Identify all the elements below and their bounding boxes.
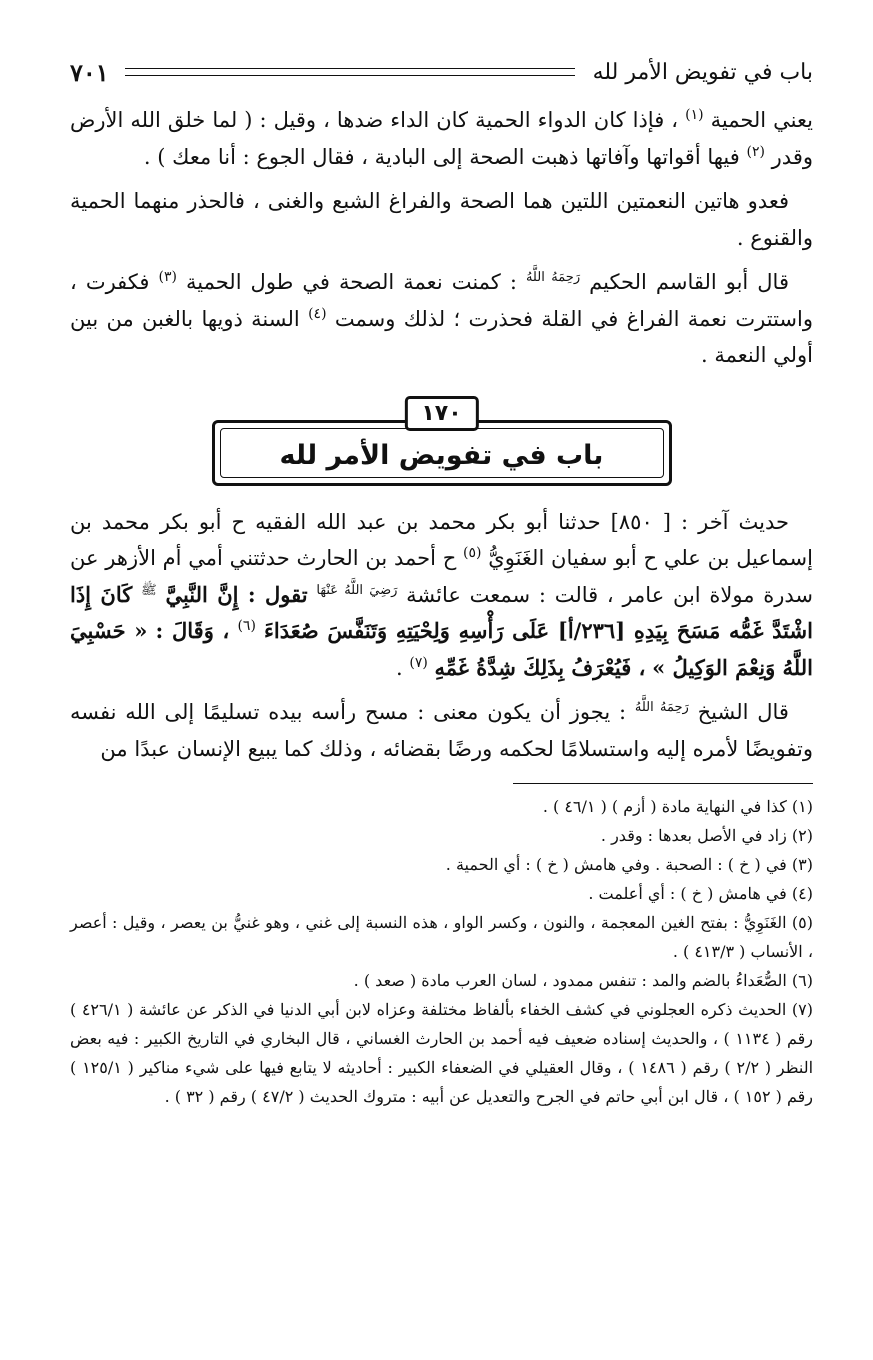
paragraph-abu-alqasim — [70, 264, 813, 374]
footnote-ref-7: (٧) — [409, 654, 428, 671]
text-segment: فيها أقواتها وآفاتها ذهبت الصحة إلى البادية ، فقال الجوع : أنا معك ) . — [143, 144, 740, 169]
text-segment: ، وَقَالَ : — [155, 618, 230, 643]
page-number: ٧٠١ — [70, 57, 109, 87]
footnote-1: (١) كذا في النهاية مادة ( أزم ) ( ٤٦/١ ) . — [542, 797, 813, 816]
honorific-glyph: رَحِمَهُ اللَّهُ — [525, 270, 581, 285]
footnote-ref-5: (٥) — [463, 545, 482, 561]
text-segment: ، فإذا كان الدواء الحمية كان الداء ضدها ، وقيل : ( لما خلق الله الأرض وقدر — [70, 108, 813, 169]
text-segment: : كمنت نعمة الصحة في طول الحمية — [186, 270, 517, 294]
paragraph-health — [70, 102, 813, 175]
text-segment: يعني الحمية — [710, 108, 813, 132]
footnote-ref-6: (٦) — [237, 618, 256, 634]
text-segment: . — [396, 655, 403, 680]
text-segment: فكفرت ، واستترت نعمة الفراغ في القلة فحذرت ؛ لذلك وسمت — [70, 270, 814, 331]
page-header — [70, 52, 813, 92]
chapter-number: ١٧٠ — [404, 396, 478, 431]
text-segment: حديث آخر : [ ٨٥٠] حدثنا أبو بكر محمد بن عبد الله الفقيه ح أبو بكر محمد بن إسماعيل بن علي ح أبو سفيان الغَنَوِيُّ — [70, 509, 813, 570]
footnote-5: (٥) الغَنَوِيُّ : بفتح الغين المعجمة ، والنون ، وكسر الواو ، هذه النسبة إلى غني ، وهو غنيُّ بن يعصر ، وقيل : أعصر ، الأنساب ( ٤١٣/٣ ) . — [70, 913, 813, 961]
paragraph-two-blessings: فعدو هاتين النعمتين اللتين هما الصحة والفراغ الشبع والغنى ، فالحذر منهما الحمية والقنوع . — [70, 189, 813, 250]
honorific-glyph: رَضِيَ اللَّهُ عَنْهَا — [316, 582, 398, 598]
text-segment: كَانَ إِذَا اشْتَدَّ غَمُّه مَسَحَ بِيَدِهِ [٢٣٦/أ] عَلَى رَأْسِهِ وَلِحْيَتِهِ وَتَنَفَّسَ صُعَدَاءَ — [70, 581, 813, 643]
header-double-rule — [125, 68, 575, 76]
footnote-2: (٢) زاد في الأصل بعدها : وقدر . — [600, 826, 813, 845]
honorific-glyph: رَحِمَهُ اللَّهُ — [634, 700, 689, 715]
footnote-ref-2: (٢) — [746, 143, 765, 160]
chapter-heading-box — [212, 396, 672, 486]
honorific-glyph: ﷺ — [140, 582, 157, 598]
paragraph-hadith — [70, 504, 813, 687]
running-title: باب في تفويض الأمر لله — [592, 59, 813, 85]
footnote-separator — [513, 783, 813, 784]
text-segment: : يجوز أن يكون معنى : مسح رأسه بيده تسليمًا إلى الله نفسه وتفويضًا لأمره إليه واستسلامًا لحكمه ورضًا بقضائه ، وذلك كما يبيع الإنسان عبدًا من — [70, 700, 813, 761]
footnote-ref-1: (١) — [685, 107, 704, 123]
footnote-4: (٤) في هامش ( خ ) : أي أعلمت . — [588, 884, 813, 903]
text-segment: ، فَيُعْرَفُ بِذَلِكَ شِدَّةُ غَمِّهِ — [434, 654, 646, 680]
text-segment: السنة ذويها بالغبن من بين أولي النعمة . — [70, 306, 813, 367]
footnote-3: (٣) في ( خ ) : الصحبة . وفي هامش ( خ ) : أي الحمية . — [445, 855, 813, 874]
footnote-ref-3: (٣) — [158, 269, 177, 285]
text-segment: تقول : إِنَّ النَّبِيَّ — [165, 581, 308, 607]
text-segment: ح أحمد بن الحارث حدثتني أمي أم الأزهر عن سدرة مولاة ابن عامر ، قالت : سمعت عائشة — [70, 546, 813, 607]
footnote-7: (٧) الحديث ذكره العجلوني في كشف الخفاء بألفاظ مختلفة وعزاه لابن أبي الدنيا في الذكر عن عائشة ( ٤٢٦/١ ) رقم ( ١١٣٤ ) ، والحديث إسناده ضعيف فيه أحمد بن الحارث الغساني ، قال البخاري في التاريخ الكبير : فيه بعض النظر ( ٢/٢ ) رقم ( ١٤٨٦ ) ، وقال العقيلي في الضعفاء الكبير : أحاديثه لا يتابع فيها على شيء مناكير ( ١٢٥/١ ) رقم ( ١٥٢ ) ، قال ابن أبي حاتم في الجرح والتعديل عن أبيه : متروك الحديث ( ٤٧/٢ ) رقم ( ٣٢ ) . — [70, 1000, 814, 1106]
footnote-6: (٦) الصُّعَداءُ بالضم والمد : تنفس ممدود ، لسان العرب مادة ( صعد ) . — [353, 971, 813, 990]
footnotes — [70, 792, 813, 1111]
text-segment: قال أبو القاسم الحكيم — [589, 270, 789, 294]
paragraph-sheikh — [70, 694, 813, 767]
quoted-dua: « حَسْبِيَ اللَّهُ وَنِعْمَ الوَكِيلُ » — [70, 618, 813, 680]
text-segment: قال الشيخ — [697, 700, 789, 724]
footnote-ref-4: (٤) — [308, 305, 327, 322]
chapter-title: باب في تفويض الأمر لله — [279, 439, 604, 471]
